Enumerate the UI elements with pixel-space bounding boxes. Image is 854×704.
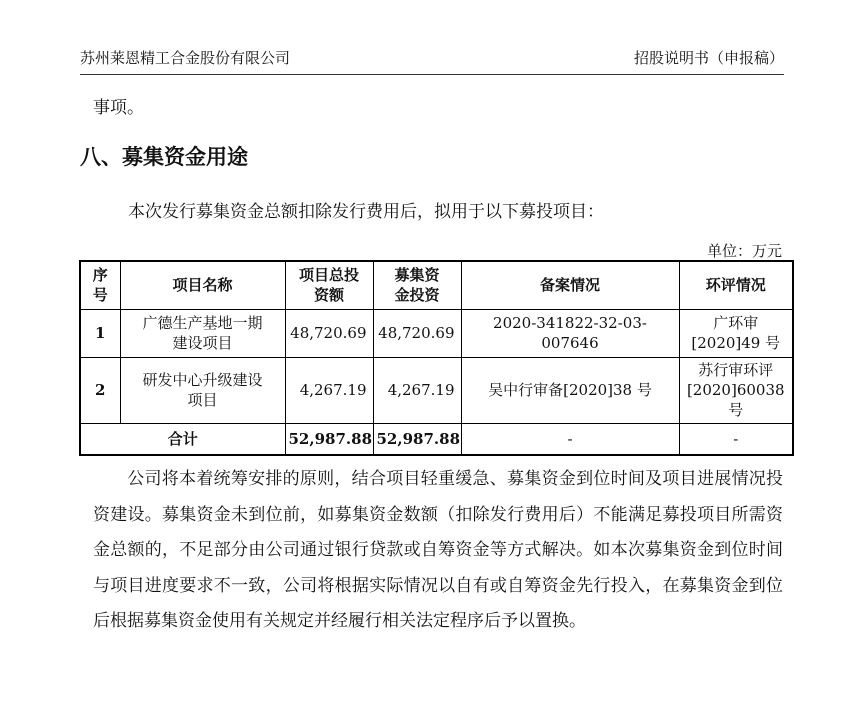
page-header [80,44,784,75]
unit-label: 单位：万元 [706,242,782,260]
header-no: 序 号 [80,261,120,309]
total-label: 合计 [80,423,285,455]
total-env-assessment: - [679,423,793,455]
total-investment-sum: 52,987.88 [285,423,373,455]
total-filing: - [461,423,679,455]
row-project-name: 广德生产基地一期 建设项目 [120,309,285,357]
header-total-investment: 项目总投 资额 [285,261,373,309]
header-raised-investment: 募集资 金投资 [373,261,461,309]
row-no: 2 [80,357,120,423]
document-title: 招股说明书（申报稿） [633,49,784,67]
raised-investment-sum: 52,987.88 [373,423,461,455]
table-row [80,357,793,423]
header-filing: 备案情况 [461,261,679,309]
fund-use-table [79,260,794,456]
row-total-investment: 4,267.19 [285,357,373,423]
table-header-row [80,261,793,309]
company-name: 苏州莱恩精工合金股份有限公司 [80,49,291,67]
header-env-assessment: 环评情况 [679,261,793,309]
section-title: 八、募集资金用途 [80,145,248,169]
body-paragraph [93,462,783,640]
header-project-name: 项目名称 [120,261,285,309]
row-project-name: 研发中心升级建设 项目 [120,357,285,423]
row-raised-investment: 48,720.69 [373,309,461,357]
intro-sentence: 本次发行募集资金总额扣除发行费用后，拟用于以下募投项目： [128,202,604,222]
table-row [80,309,793,357]
row-raised-investment: 4,267.19 [373,357,461,423]
row-filing: 吴中行审备[2020]38 号 [461,357,679,423]
paragraph-text: 公司将本着统筹安排的原则，结合项目轻重缓急、募集资金到位时间及项目进展情况投资建设。募集资金未到位前，如募集资金数额（扣除发行费用后）不能满足募投项目所需资金总额的，不足部分由公司通过银行贷款或自筹资金等方式解决。如本次募集资金到位时间与项目进度要求不一致，公司将根据实际情况以自有或自筹资金先行投入，在募集资金到位后根据募集资金使用有关规定并经履行相关法定程序后予以置换。 [93,469,783,631]
row-env-assessment: 苏行审环评 [2020]60038 号 [679,357,793,423]
previous-text-tail: 事项。 [93,98,144,118]
row-filing: 2020-341822-32-03-007646 [461,309,679,357]
row-env-assessment: 广环审 [2020]49 号 [679,309,793,357]
row-no: 1 [80,309,120,357]
row-total-investment: 48,720.69 [285,309,373,357]
table-total-row [80,423,793,455]
